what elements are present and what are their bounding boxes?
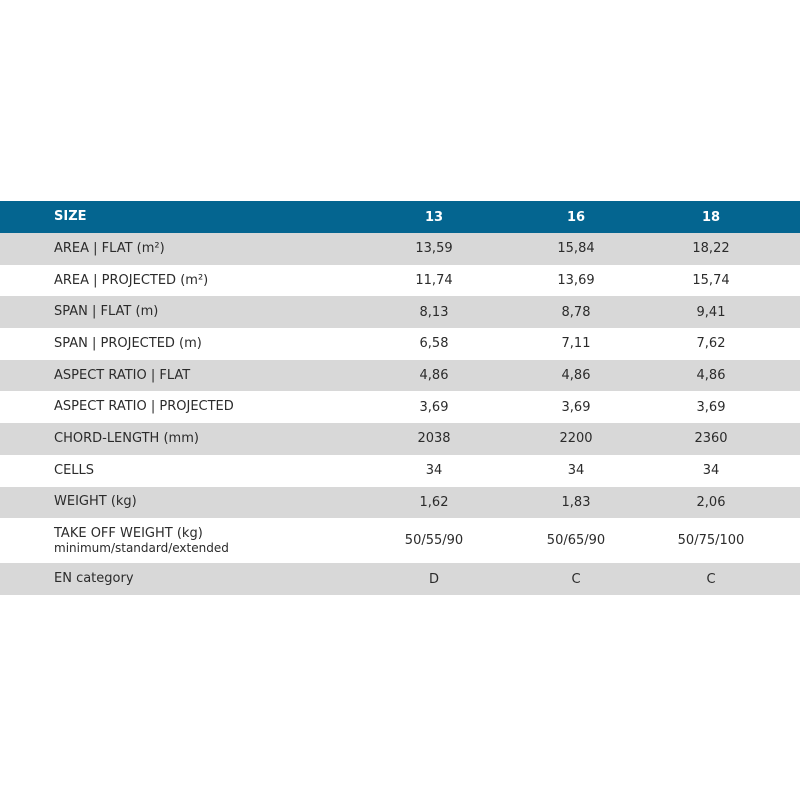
row-value: 1,83 [561,494,591,510]
row-value: 7,11 [561,336,591,352]
header-size-18: 18 [701,209,721,225]
row-label: SPAN | FLAT (m) [54,304,159,320]
row-label [0,527,330,555]
row-value: 8,78 [561,304,591,320]
row-value: 15,84 [557,241,595,257]
row-label: AREA | PROJECTED (m²) [54,272,209,288]
row-value: 50/75/100 [677,533,745,549]
row-label: SPAN | PROJECTED (m) [54,335,202,351]
row-value: 50/65/90 [546,533,606,549]
table-row [0,328,800,360]
table-row [0,265,800,297]
table-header [0,201,800,233]
row-label: CHORD-LENGTH (mm) [54,430,199,446]
row-value: 2038 [417,431,451,447]
table-row [0,423,800,455]
row-label: ASPECT RATIO | FLAT [54,367,191,383]
row-label: CELLS [54,462,95,478]
table-row [0,518,800,563]
header-size-label: SIZE [54,209,87,224]
row-value: 11,74 [415,273,453,289]
row-value: 6,58 [419,336,449,352]
row-value: 13,69 [557,273,595,289]
row-value: 4,86 [561,368,591,384]
table-row [0,296,800,328]
row-value: 2200 [559,431,593,447]
row-value: 34 [702,463,720,479]
row-value: 13,59 [415,241,453,257]
row-value: 4,86 [419,368,449,384]
table-row [0,233,800,265]
row-value: C [706,571,716,587]
table-row [0,455,800,487]
row-label: ASPECT RATIO | PROJECTED [54,399,234,415]
row-value: 9,41 [696,304,726,320]
row-value: 3,69 [561,399,591,415]
row-value: 3,69 [696,399,726,415]
row-label: AREA | FLAT (m²) [54,240,165,256]
row-label-sub: minimum/standard/extended [54,540,229,555]
row-value: 2,06 [696,494,726,510]
row-value: 34 [567,463,585,479]
row-label: WEIGHT (kg) [54,494,137,510]
row-value: C [571,571,581,587]
row-label: EN category [54,571,134,587]
header-size-13: 13 [424,209,444,225]
row-value: D [428,571,439,587]
row-value: 7,62 [696,336,726,352]
row-value: 8,13 [419,304,449,320]
header-size-16: 16 [566,209,586,225]
table-row [0,563,800,595]
table-row [0,487,800,519]
spec-table [0,201,800,595]
row-value: 15,74 [692,273,730,289]
row-label-main: TAKE OFF WEIGHT (kg) [54,525,203,541]
table-row [0,360,800,392]
table-row [0,391,800,423]
row-value: 4,86 [696,368,726,384]
row-value: 2360 [694,431,728,447]
row-value: 18,22 [692,241,730,257]
row-value: 34 [425,463,443,479]
row-value: 50/55/90 [404,533,464,549]
row-value: 1,62 [419,494,449,510]
row-value: 3,69 [419,399,449,415]
